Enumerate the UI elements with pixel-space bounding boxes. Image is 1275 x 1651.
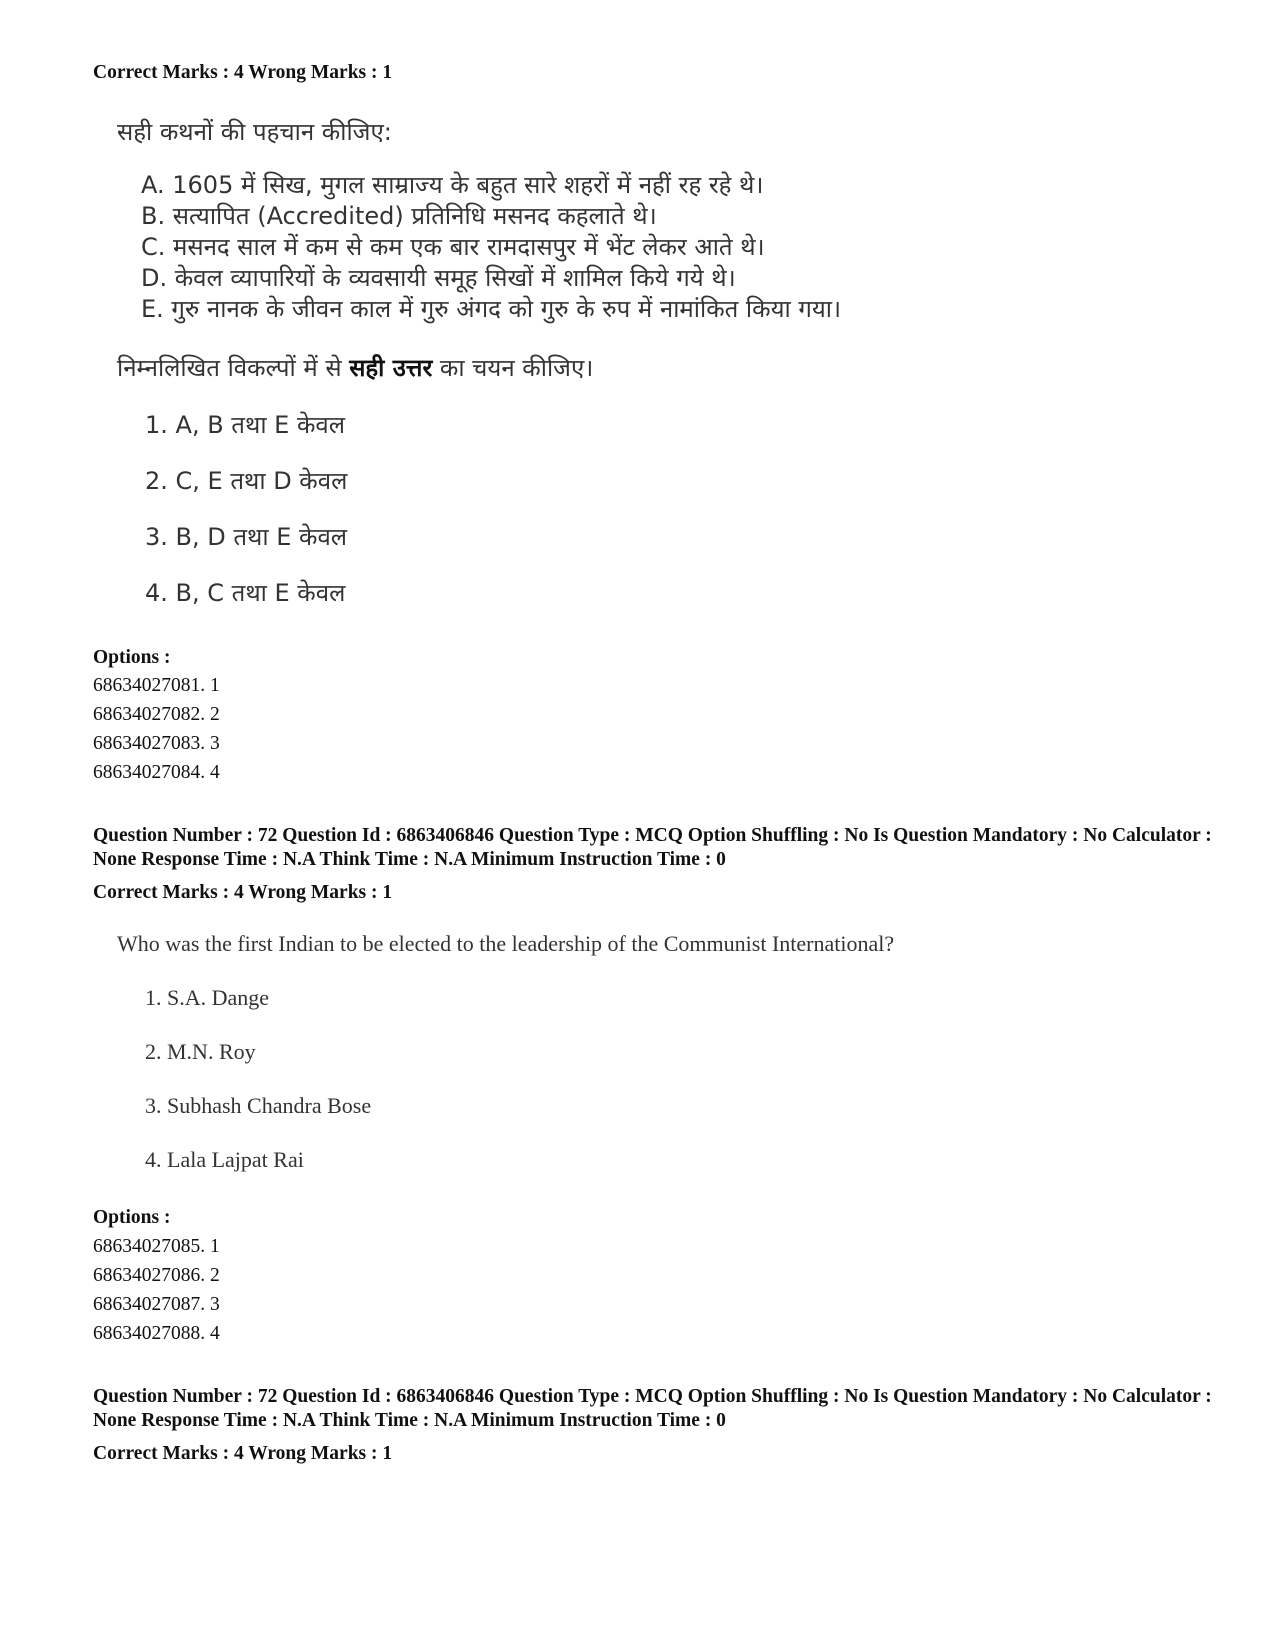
q72-meta: Question Number : 72 Question Id : 6863406846 Question Type : MCQ Option Shuffling : No Is Question Mandatory : No Calculator : None Response Time : N.A Think Time : N.A Minimum Instruction Time : 0 xyxy=(93,825,1212,870)
q72-choice: 3. Subhash Chandra Bose xyxy=(145,1093,372,1118)
q72-repeat-meta: Question Number : 72 Question Id : 6863406846 Question Type : MCQ Option Shuffling : No Is Question Mandatory : No Calculator : None Response Time : N.A Think Time : N.A Minimum Instruction Time : 0 xyxy=(93,1386,1212,1431)
q72-choice: 2. M.N. Roy xyxy=(145,1039,256,1064)
q71-statement: E. गुरु नानक के जीवन काल में गुरु अंगद को गुरु के रुप में नामांकित किया गया। xyxy=(141,295,842,323)
q71-marks: Correct Marks : 4 Wrong Marks : 1 xyxy=(93,62,393,83)
q71-choice: 2. C, E तथा D केवल xyxy=(145,467,348,495)
q71-choice: 3. B, D तथा E केवल xyxy=(145,523,348,551)
q71-option-id: 68634027084. 4 xyxy=(93,762,220,783)
q71-prompt: सही कथनों की पहचान कीजिए: xyxy=(117,118,392,146)
q72-choice: 1. S.A. Dange xyxy=(145,985,270,1010)
q71-options-label: Options : xyxy=(93,647,171,668)
q72-choice: 4. Lala Lajpat Rai xyxy=(145,1147,304,1172)
q72-option-id: 68634027085. 1 xyxy=(93,1236,220,1257)
q71-statement: B. सत्यापित (Accredited) प्रतिनिधि मसनद कहलाते थे। xyxy=(141,202,657,230)
q71-statement: A. 1605 में सिख, मुगल साम्राज्य के बहुत सारे शहरों में नहीं रह रहे थे। xyxy=(141,171,764,199)
q71-instruction-pre: निम्नलिखित विकल्पों में से xyxy=(117,354,350,382)
q72-option-id: 68634027086. 2 xyxy=(93,1265,220,1286)
q72-marks: Correct Marks : 4 Wrong Marks : 1 xyxy=(93,882,393,903)
q71-instruction-post: का चयन कीजिए। xyxy=(432,354,594,382)
q71-choice: 4. B, C तथा E केवल xyxy=(145,579,346,607)
q71-statement: D. केवल व्यापारियों के व्यवसायी समूह सिखों में शामिल किये गये थे। xyxy=(141,264,736,292)
q71-option-id: 68634027082. 2 xyxy=(93,704,220,725)
q72-repeat-marks: Correct Marks : 4 Wrong Marks : 1 xyxy=(93,1443,393,1464)
q71-instruction xyxy=(117,353,593,383)
q72-option-id: 68634027088. 4 xyxy=(93,1323,220,1344)
q71-statement: C. मसनद साल में कम से कम एक बार रामदासपुर में भेंट लेकर आते थे। xyxy=(141,233,765,261)
q71-option-id: 68634027081. 1 xyxy=(93,675,220,696)
q71-choice: 1. A, B तथा E केवल xyxy=(145,411,345,439)
q71-option-id: 68634027083. 3 xyxy=(93,733,220,754)
q72-options-label: Options : xyxy=(93,1207,171,1228)
q71-instruction-bold: सही उत्तर xyxy=(349,354,433,382)
q72-option-id: 68634027087. 3 xyxy=(93,1294,220,1315)
q72-prompt: Who was the first Indian to be elected to the leadership of the Communist International? xyxy=(117,931,895,956)
